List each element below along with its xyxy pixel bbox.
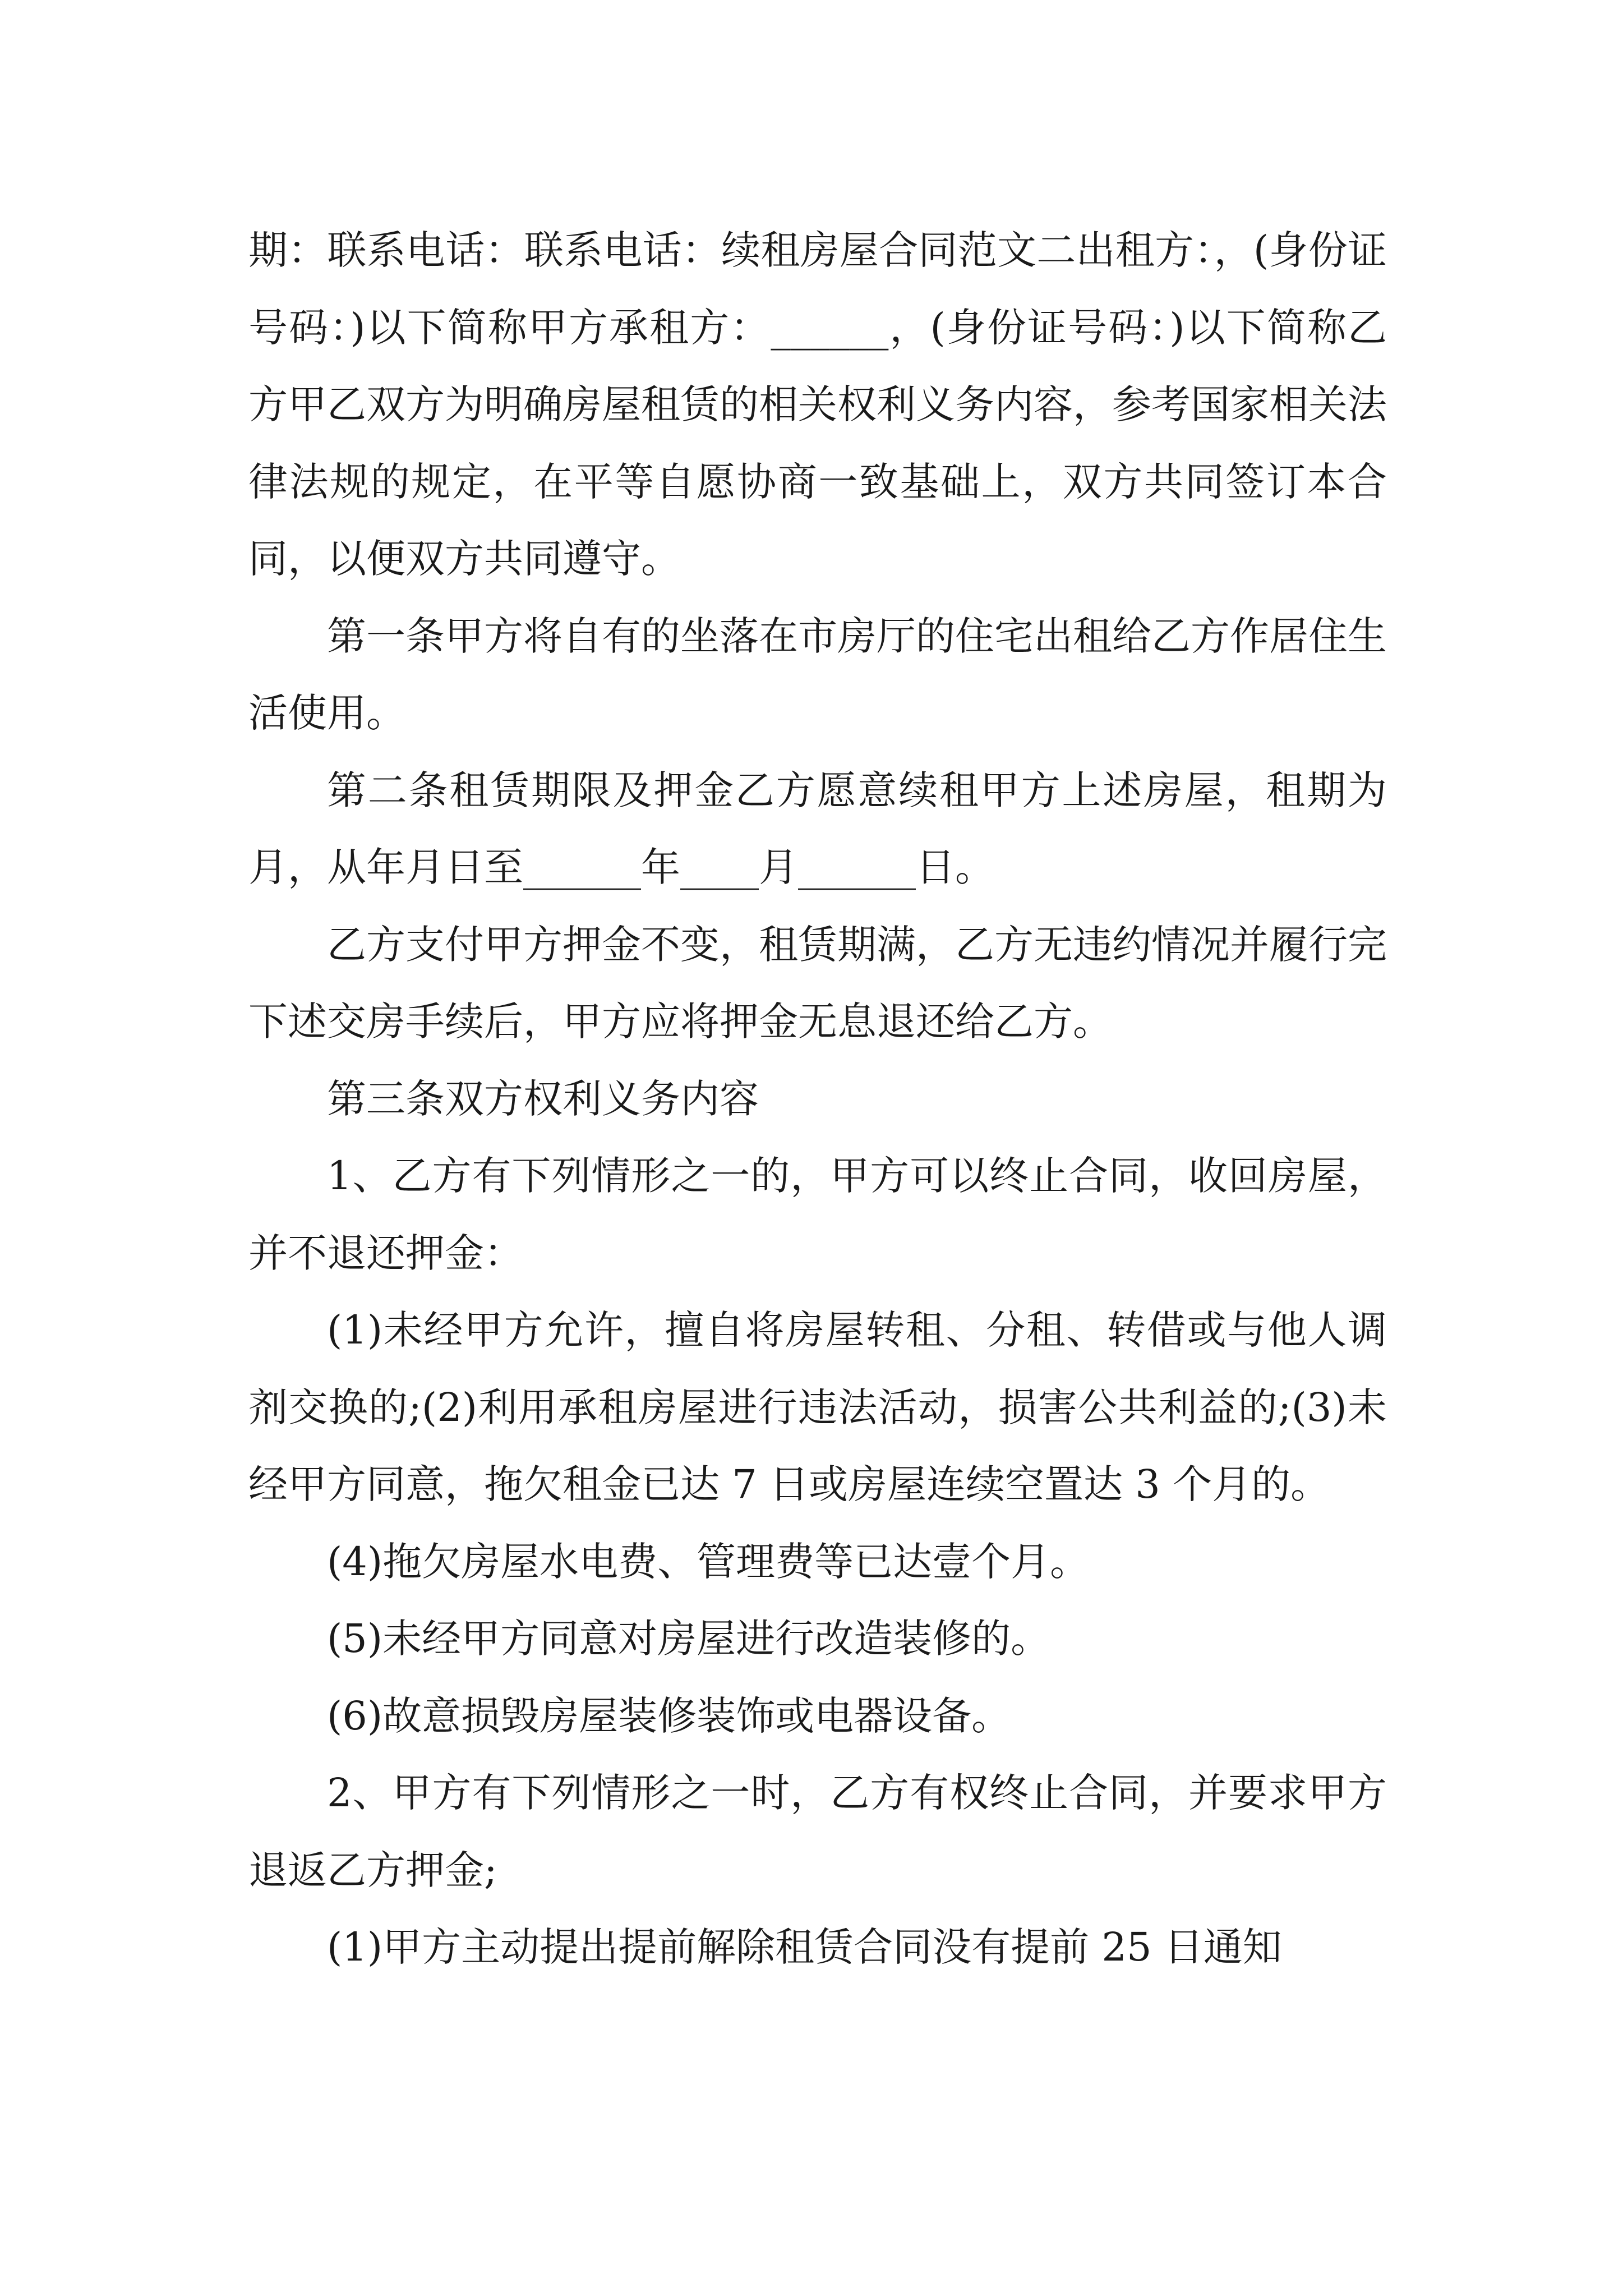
paragraph-contact-and-parties: 期：联系电话：联系电话：续租房屋合同范文二出租方：，(身份证号码：)以下简称甲方承租方：______，(身份证号码：)以下简称乙方甲乙双方为明确房屋租赁的相关权利义务内容，参考国家相关法律法规的规定，在平等自愿协商一致基础上，双方共同签订本合同，以便双方共同遵守。 [248,227,1387,582]
paragraph-article-3-heading: 第三条双方权利义务内容 [327,1075,759,1122]
paragraph-clause-1-item-5: (5)未经甲方同意对房屋进行改造装修的。 [327,1616,1050,1662]
paragraph-clause-1-item-4: (4)拖欠房屋水电费、管理费等已达壹个月。 [327,1538,1090,1585]
paragraph-clause-1: 1、乙方有下列情形之一的，甲方可以终止合同，收回房屋，并不退还押金： [248,1153,1387,1276]
paragraph-article-1: 第一条甲方将自有的坐落在市房厅的住宅出租给乙方作居住生活使用。 [248,613,1387,736]
paragraph-clause-1-item-6: (6)故意损毁房屋装修装饰或电器设备。 [327,1692,1011,1739]
paragraph-clause-1-items-1-3: (1)未经甲方允许，擅自将房屋转租、分租、转借或与他人调剂交换的;(2)利用承租房屋进行违法活动，损害公共利益的;(3)未经甲方同意，拖欠租金已达 7 日或房屋连续空置达 3 个月的。 [248,1307,1387,1507]
paragraph-deposit: 乙方支付甲方押金不变，租赁期满，乙方无违约情况并履行完下述交房手续后，甲方应将押金无息退还给乙方。 [248,921,1387,1045]
paragraph-article-2: 第二条租赁期限及押金乙方愿意续租甲方上述房屋，租期为月，从年月日至______年____月______日。 [248,767,1387,890]
paragraph-clause-2-item-1: (1)甲方主动提出提前解除租赁合同没有提前 25 日通知 [327,1924,1282,1970]
paragraph-clause-2: 2、甲方有下列情形之一时，乙方有权终止合同，并要求甲方退返乙方押金; [248,1770,1387,1893]
document-body [248,212,1387,1986]
